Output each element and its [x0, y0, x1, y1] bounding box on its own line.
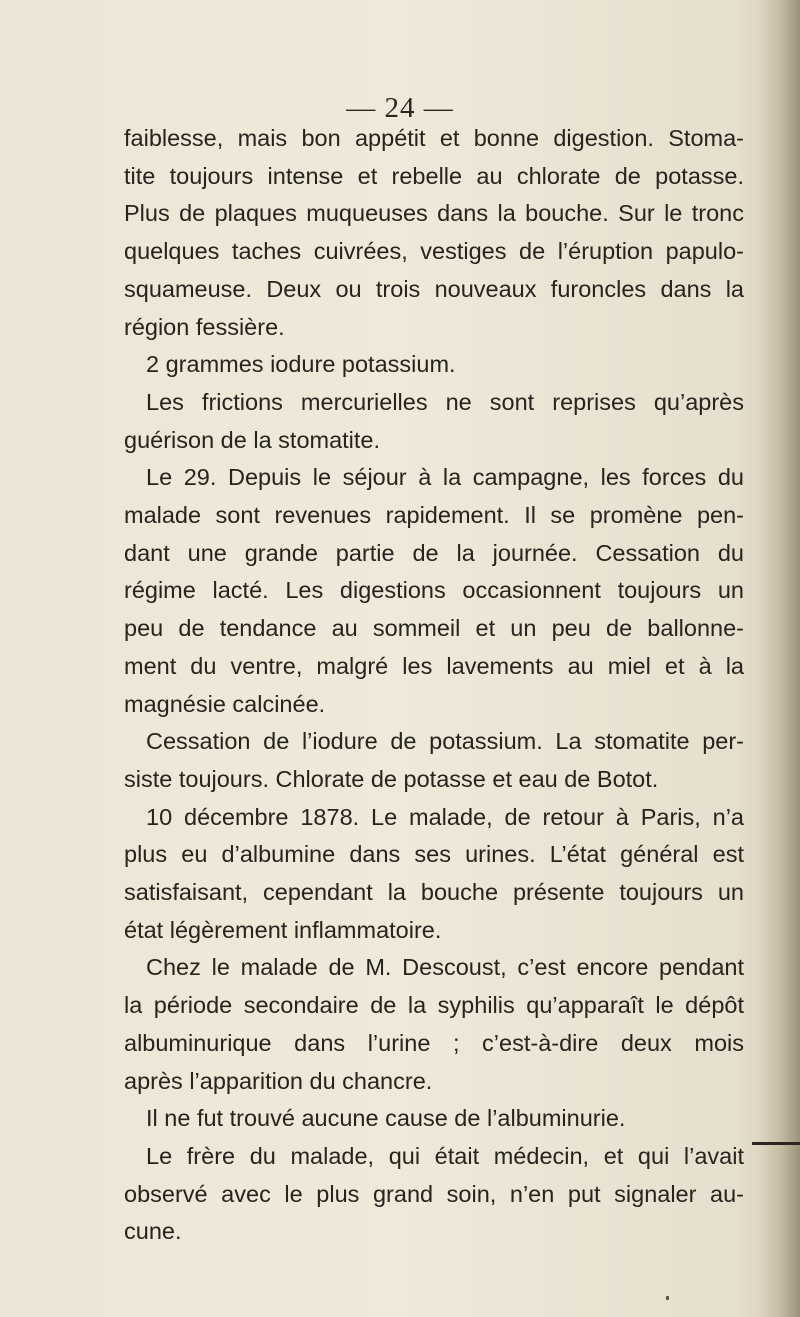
text-line: Le frère du malade, qui était médecin, et qui l’avait: [146, 1142, 744, 1169]
text-line: Chez le malade de M. Descoust, c’est encore pendant: [146, 954, 744, 981]
text-line: guérison de la stomatite.: [124, 426, 381, 453]
text-line: la période secondaire de la syphilis qu’apparaît le dépôt: [124, 992, 744, 1019]
text-line: dant une grande partie de la journée. Cessation du: [124, 539, 744, 566]
text-line: albuminurique dans l’urine ; c’est-à-dire deux mois: [124, 1029, 744, 1056]
text-line: faiblesse, mais bon appétit et bonne digestion. Stoma-: [124, 125, 744, 151]
text-line: plus eu d’albumine dans ses urines. L’état général est: [124, 841, 744, 868]
text-line: observé avec le plus grand soin, n’en put signaler au-: [124, 1180, 744, 1207]
text-line: squameuse. Deux ou trois nouveaux furoncles dans la: [124, 275, 744, 302]
text-line: Les frictions mercurielles ne sont reprises qu’après: [146, 388, 744, 415]
text-line: peu de tendance au sommeil et un peu de ballonne-: [124, 615, 744, 642]
text-line: magnésie calcinée.: [124, 690, 326, 717]
text-line: après l’apparition du chancre.: [124, 1067, 433, 1094]
text-line: Il ne fut trouvé aucune cause de l’albuminurie.: [146, 1105, 626, 1132]
edge-rule: [752, 1142, 800, 1145]
text-line: malade sont revenues rapidement. Il se promène pen-: [124, 502, 744, 529]
text-line: tite toujours intense et rebelle au chlorate de potasse.: [124, 162, 744, 189]
body-text: [124, 120, 744, 1251]
text-line: régime lacté. Les digestions occasionnent toujours un: [124, 577, 744, 604]
text-line: satisfaisant, cependant la bouche présente toujours un: [124, 879, 744, 906]
ink-speck: [666, 1296, 669, 1300]
text-line: Plus de plaques muqueuses dans la bouche. Sur le tronc: [124, 200, 744, 227]
page-edge-shadow: [758, 0, 800, 1317]
text-line: siste toujours. Chlorate de potasse et eau de Botot.: [124, 765, 659, 792]
page-number: — 24 —: [346, 92, 454, 124]
text-line: quelques taches cuivrées, vestiges de l’éruption papulo-: [124, 238, 744, 265]
text-line: Cessation de l’iodure de potassium. La stomatite per-: [146, 728, 744, 755]
text-line: 2 grammes iodure potassium.: [146, 351, 456, 378]
text-line: 10 décembre 1878. Le malade, de retour à Paris, n’a: [146, 803, 744, 830]
text-line: Le 29. Depuis le séjour à la campagne, les forces du: [146, 464, 744, 491]
text-line: cune.: [124, 1218, 182, 1245]
text-line: ment du ventre, malgré les lavements au miel et à la: [124, 652, 744, 679]
text-line: région fessière.: [124, 313, 285, 340]
text-line: état légèrement inflammatoire.: [124, 916, 442, 943]
